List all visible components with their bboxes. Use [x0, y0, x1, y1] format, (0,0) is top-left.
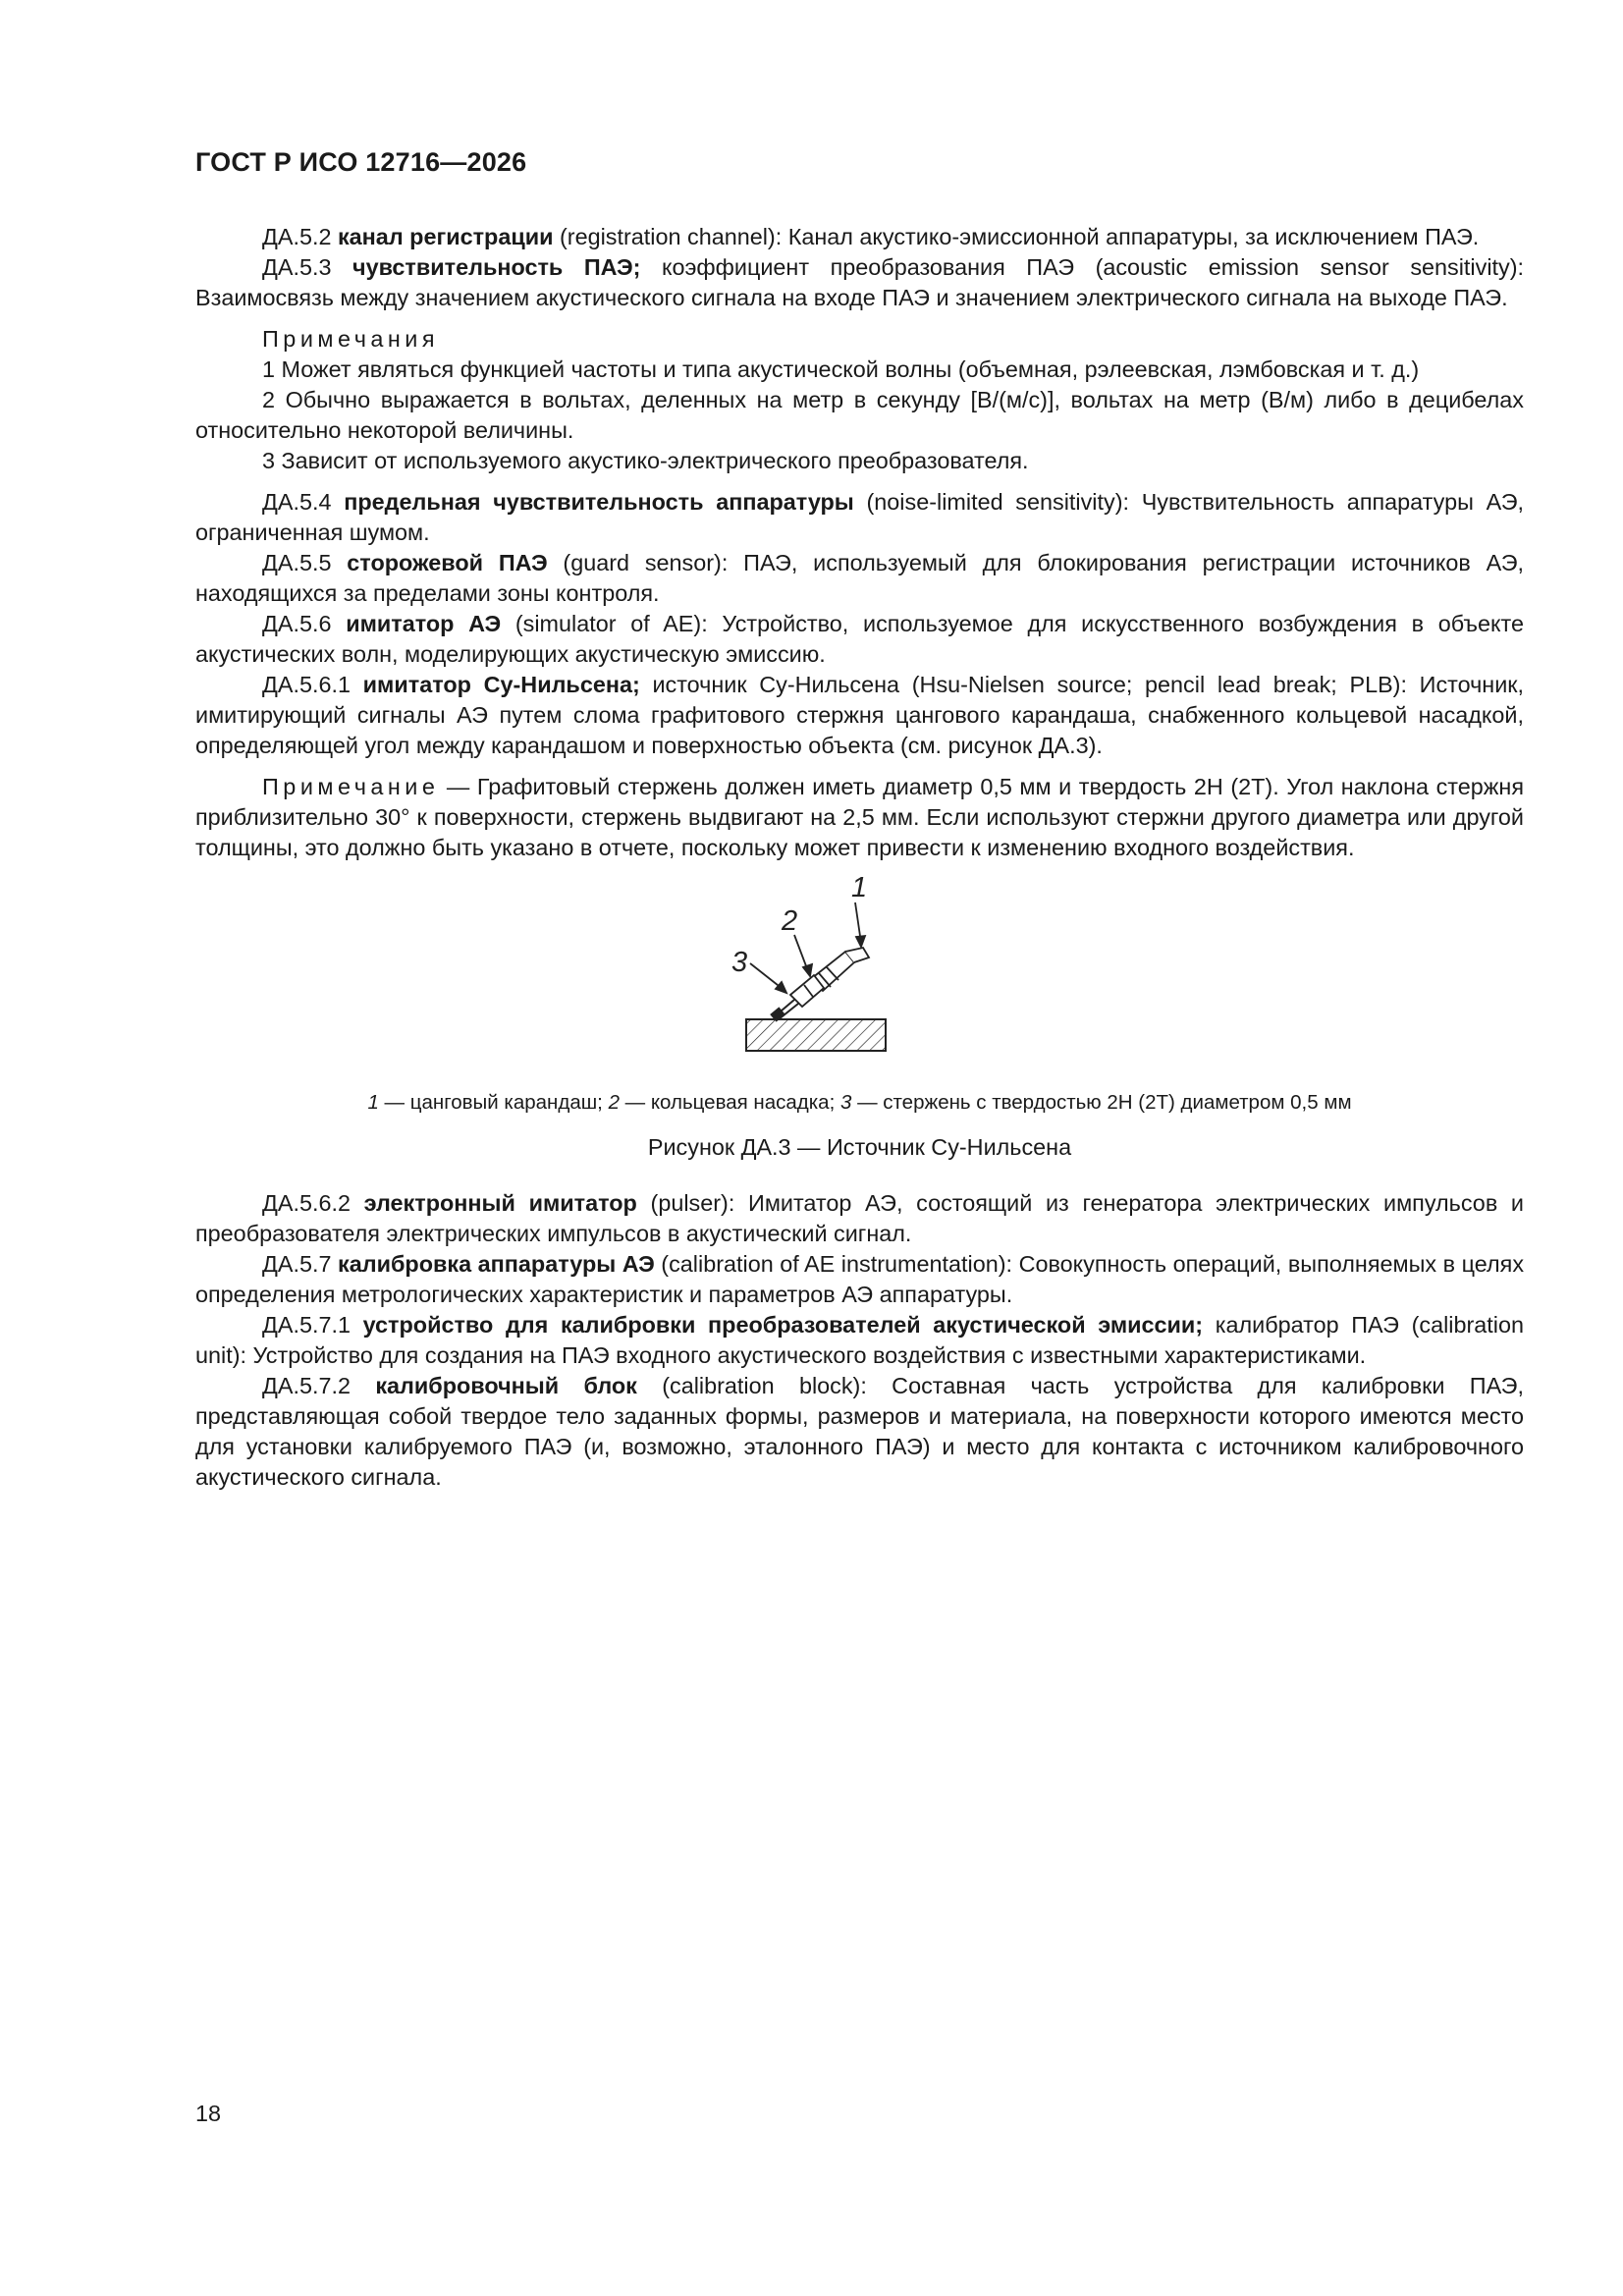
clause-number: ДА.5.6.2 — [262, 1190, 351, 1216]
clause-da-5-6-1 — [195, 670, 1524, 761]
clause-da-5-7-2 — [195, 1371, 1524, 1493]
document-header: ГОСТ Р ИСО 12716—2026 — [195, 147, 527, 177]
clause-text: (simulator of AE): Устройство, используемое для искусственного возбуждения в объекте акустических волн, моделирующих акустическую эмиссию. — [195, 611, 1525, 667]
clause-term: сторожевой ПАЭ — [347, 550, 548, 575]
hsu-nielsen-diagram — [726, 869, 1020, 1083]
clause-number: ДА.5.4 — [262, 489, 332, 515]
callout-3: 3 — [731, 947, 748, 978]
legend-text: — кольцевая насадка; — [619, 1091, 840, 1114]
legend-number: 3 — [839, 1091, 852, 1114]
clause-number: ДА.5.7.1 — [262, 1312, 351, 1338]
page-number: 18 — [195, 2101, 222, 2126]
legend-text: — стержень с твердостью 2H (2Т) диаметром 0,5 мм — [851, 1091, 1352, 1114]
clause-text: (pulser): Имитатор АЭ, состоящий из генератора электрических импульсов и преобразователя электрических импульсов в акустический сигнал. — [195, 1190, 1524, 1246]
note-item: 3 Зависит от используемого акустико-электрического преобразователя. — [262, 448, 1029, 473]
clause-term: калибровка аппаратуры АЭ — [338, 1251, 655, 1277]
callout-1: 1 — [851, 872, 868, 903]
clause-number: ДА.5.7.2 — [262, 1373, 351, 1398]
clause-term: канал регистрации — [337, 224, 554, 249]
note-item: 2 Обычно выражается в вольтах, деленных на метр в секунду [В/(м/с)], вольтах на метр (В/м) либо в децибелах относительно некоторой величины. — [195, 387, 1524, 443]
clause-term: предельная чувствительность аппаратуры — [344, 489, 854, 515]
clause-text: источник Су-Нильсена (Hsu-Nielsen source; pencil lead break; PLB): Источник, имитирующий сигналы АЭ путем слома графитового стержня цангового карандаша, снабженного кольцевой насадкой, определяющей угол между карандашом и поверхностью объекта (см. рисунок ДА.3). — [195, 672, 1525, 758]
clause-number: ДА.5.3 — [262, 254, 332, 280]
clause-number: ДА.5.5 — [262, 550, 332, 575]
note-item: 1 Может являться функцией частоты и типа акустической волны (объемная, рэлеевская, лэмбовская и т. д.) — [262, 356, 1420, 382]
clause-da-5-6 — [195, 609, 1524, 670]
graphite-lead — [772, 1000, 798, 1020]
clause-text: коэффициент преобразования ПАЭ (acoustic emission sensor sensitivity): Взаимосвязь между значением акустического сигнала на входе ПАЭ и значением электрического сигнала на выходе ПАЭ. — [195, 254, 1525, 310]
legend-number: 2 — [608, 1091, 620, 1114]
figure-hsu-nielsen — [195, 869, 1524, 1083]
clause-da-5-7 — [195, 1249, 1524, 1310]
notes-heading: Примечания — [262, 326, 440, 352]
figure-note — [195, 772, 1524, 863]
clause-da-5-2 — [195, 222, 1524, 252]
legend-text: — цанговый карандаш; — [378, 1091, 609, 1114]
clause-number: ДА.5.6.1 — [262, 672, 351, 697]
clause-term: электронный имитатор — [363, 1190, 637, 1216]
clause-term: имитатор Су-Нильсена; — [362, 672, 640, 697]
clause-text: (calibration of AE instrumentation): Совокупность операций, выполняемых в целях определения метрологических характеристик и параметров АЭ аппаратуры. — [195, 1251, 1525, 1307]
callout-2: 2 — [782, 905, 798, 937]
clause-da-5-4 — [195, 487, 1524, 548]
clause-number: ДА.5.2 — [262, 224, 332, 249]
test-object-block — [746, 1019, 886, 1051]
clause-da-5-3 — [195, 252, 1524, 313]
clause-term: имитатор АЭ — [346, 611, 502, 636]
clause-da-5-5 — [195, 548, 1524, 609]
clause-text: (noise-limited sensitivity): Чувствительность аппаратуры АЭ, ограниченная шумом. — [195, 489, 1525, 545]
clause-text: (guard sensor): ПАЭ, используемый для блокирования регистрации источников АЭ, находящихся за пределами зоны контроля. — [195, 550, 1525, 606]
note-text: — Графитовый стержень должен иметь диаметр 0,5 мм и твердость 2H (2Т). Угол наклона стержня приблизительно 30° к поверхности, стержень выдвигают на 2,5 мм. Если используют стержни другого диаметра или другой толщины, это должно быть указано в отчете, поскольку может привести к изменению входного воздействия. — [195, 774, 1524, 860]
clause-term: устройство для калибровки преобразователей акустической эмиссии; — [362, 1312, 1204, 1338]
clause-text: (registration channel): Канал акустико-эмиссионной аппаратуры, за исключением ПАЭ. — [553, 224, 1480, 249]
clause-term: калибровочный блок — [375, 1373, 637, 1398]
clause-term: чувствительность ПАЭ; — [352, 254, 641, 280]
figure-legend — [195, 1089, 1524, 1117]
clause-da-5-6-2 — [195, 1188, 1524, 1249]
figure-caption: Рисунок ДА.3 — Источник Су-Нильсена — [647, 1134, 1072, 1160]
leader-lines — [750, 902, 865, 993]
document-body — [195, 222, 1524, 1493]
clause-number: ДА.5.6 — [262, 611, 332, 636]
note-word: Примечание — [262, 774, 440, 799]
clause-text: калибратор ПАЭ (calibration unit): Устройство для создания на ПАЭ входного акустического воздействия с известными характеристиками. — [195, 1312, 1524, 1368]
legend-number: 1 — [367, 1091, 379, 1114]
clause-text: (calibration block): Составная часть устройства для калибровки ПАЭ, представляющая собой твердое тело заданных формы, размеров и материала, на поверхности которого имеются место для установки калибруемого ПАЭ (и, возможно, эталонного ПАЭ) и место для контакта с источником калибровочного акустического сигнала. — [195, 1373, 1524, 1490]
clause-da-5-7-1 — [195, 1310, 1524, 1371]
clause-number: ДА.5.7 — [262, 1251, 332, 1277]
